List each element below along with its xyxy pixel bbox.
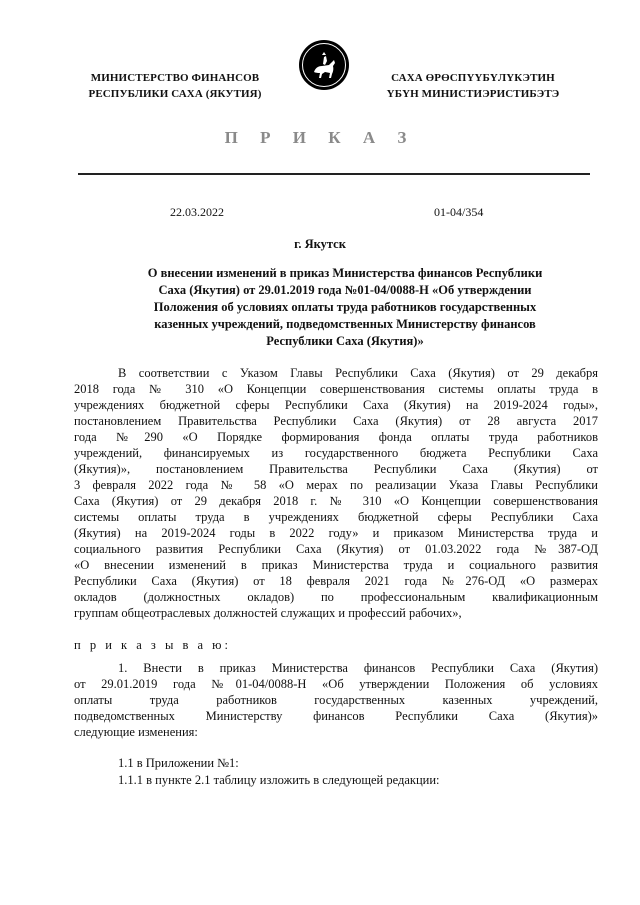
preamble-line: (Якутия) на 2019-2024 годы в 2022 году» и приказом Министерства труда и	[74, 526, 598, 540]
order-date: 22.03.2022	[170, 205, 224, 219]
ministry-name-ru-line1: МИНИСТЕРСТВО ФИНАНСОВ	[90, 72, 260, 84]
preamble-line: социального развития Республики Саха (Якутия) от 01.03.2022 года №387-ОД	[74, 542, 598, 556]
item-1-1-1: 1.1.1 в пункте 2.1 таблицу изложить в следующей редакции:	[118, 773, 440, 787]
preamble-line: учреждениях бюджетной сферы Республики Саха (Якутия) на 2019-2024 годы»,	[74, 398, 598, 412]
ministry-name-sah-line1: САХА ӨРӨСПҮҮБҮЛҮКЭТИН	[391, 72, 555, 84]
header-divider	[78, 173, 590, 175]
ministry-name-russian	[60, 70, 290, 102]
preamble-line: окладов (должностных окладов) по профессиональным квалификационным	[74, 590, 598, 604]
document-type-title: П Р И К А З	[224, 128, 416, 147]
ministry-name-yakut	[358, 70, 588, 102]
subject-line: О внесении изменений в приказ Министерства финансов Республики	[147, 266, 543, 280]
preamble-line: года №290 «О Порядке формирования фонда оплаты труда работников	[74, 430, 598, 444]
emblem-horseman-icon	[298, 39, 350, 91]
subject-line: казенных учреждений, подведомственных Министерству финансов	[154, 317, 536, 331]
item-1-paragraph	[74, 660, 598, 740]
item-1-line: 1. Внести в приказ Министерства финансов Республики Саха (Якутия)	[118, 661, 598, 675]
ministry-name-ru-line2: РЕСПУБЛИКИ САХА (ЯКУТИЯ)	[88, 88, 262, 100]
preamble-line: постановлением Правительства Республики Саха (Якутия) от 28 августа 2017	[74, 414, 598, 428]
item-1-line: от 29.01.2019 года №01-04/0088-Н «Об утверждении Положения об условиях	[74, 677, 598, 691]
item-1-line: оплаты труда работников государственных казенных учреждений,	[74, 693, 598, 707]
preamble-line: группам общеотраслевых должностей служащих и профессий рабочих»,	[74, 606, 462, 620]
preamble-line: (Якутия)», постановлением Правительства Республики Саха (Якутия) от	[74, 462, 598, 476]
preamble-line: «О внесении изменений в приказ Министерства труда и социального развития	[74, 558, 598, 572]
item-1-line: следующие изменения:	[74, 725, 198, 739]
subject-line: Саха (Якутия) от 29.01.2019 года №01-04/0088-Н «Об утверждении	[158, 283, 532, 297]
preamble-line: 3 февраля 2022 года № 58 «О мерах по реализации Указа Главы Республики	[74, 478, 598, 492]
preamble-line: учреждений, финансируемых из государственного бюджета Республики Саха	[74, 446, 598, 460]
preamble-line: Саха (Якутия) от 29 декабря 2018 г. № 310 «О Концепции совершенствования	[74, 494, 598, 508]
preamble-line: 2018 года № 310 «О Концепции совершенствования системы оплаты труда в	[74, 382, 598, 396]
preamble-paragraph	[74, 365, 598, 621]
prikazyvayu-word: п р и к а з ы в а ю:	[74, 638, 231, 652]
order-number: 01-04/354	[434, 205, 484, 219]
preamble-line: В соответствии с Указом Главы Республики Саха (Якутия) от 29 декабря	[118, 366, 598, 380]
subject-line: Положения об условиях оплаты труда работников государственных	[153, 300, 537, 314]
item-1-line: подведомственных Министерству финансов Республики Саха (Якутия)»	[74, 709, 598, 723]
order-subject	[93, 265, 597, 350]
subject-line: Республики Саха (Якутия)»	[266, 334, 424, 348]
preamble-line: системы оплаты труда в учреждениях бюджетной сферы Республики Саха	[74, 510, 598, 524]
ministry-name-sah-line2: ҮБҮН МИНИСТИЭРИСТИБЭТЭ	[386, 88, 560, 100]
issue-city: г. Якутск	[294, 237, 346, 251]
item-1-1: 1.1 в Приложении №1:	[118, 756, 239, 770]
preamble-line: Республики Саха (Якутия) от 18 февраля 2021 года №276-ОД «О размерах	[74, 574, 598, 588]
